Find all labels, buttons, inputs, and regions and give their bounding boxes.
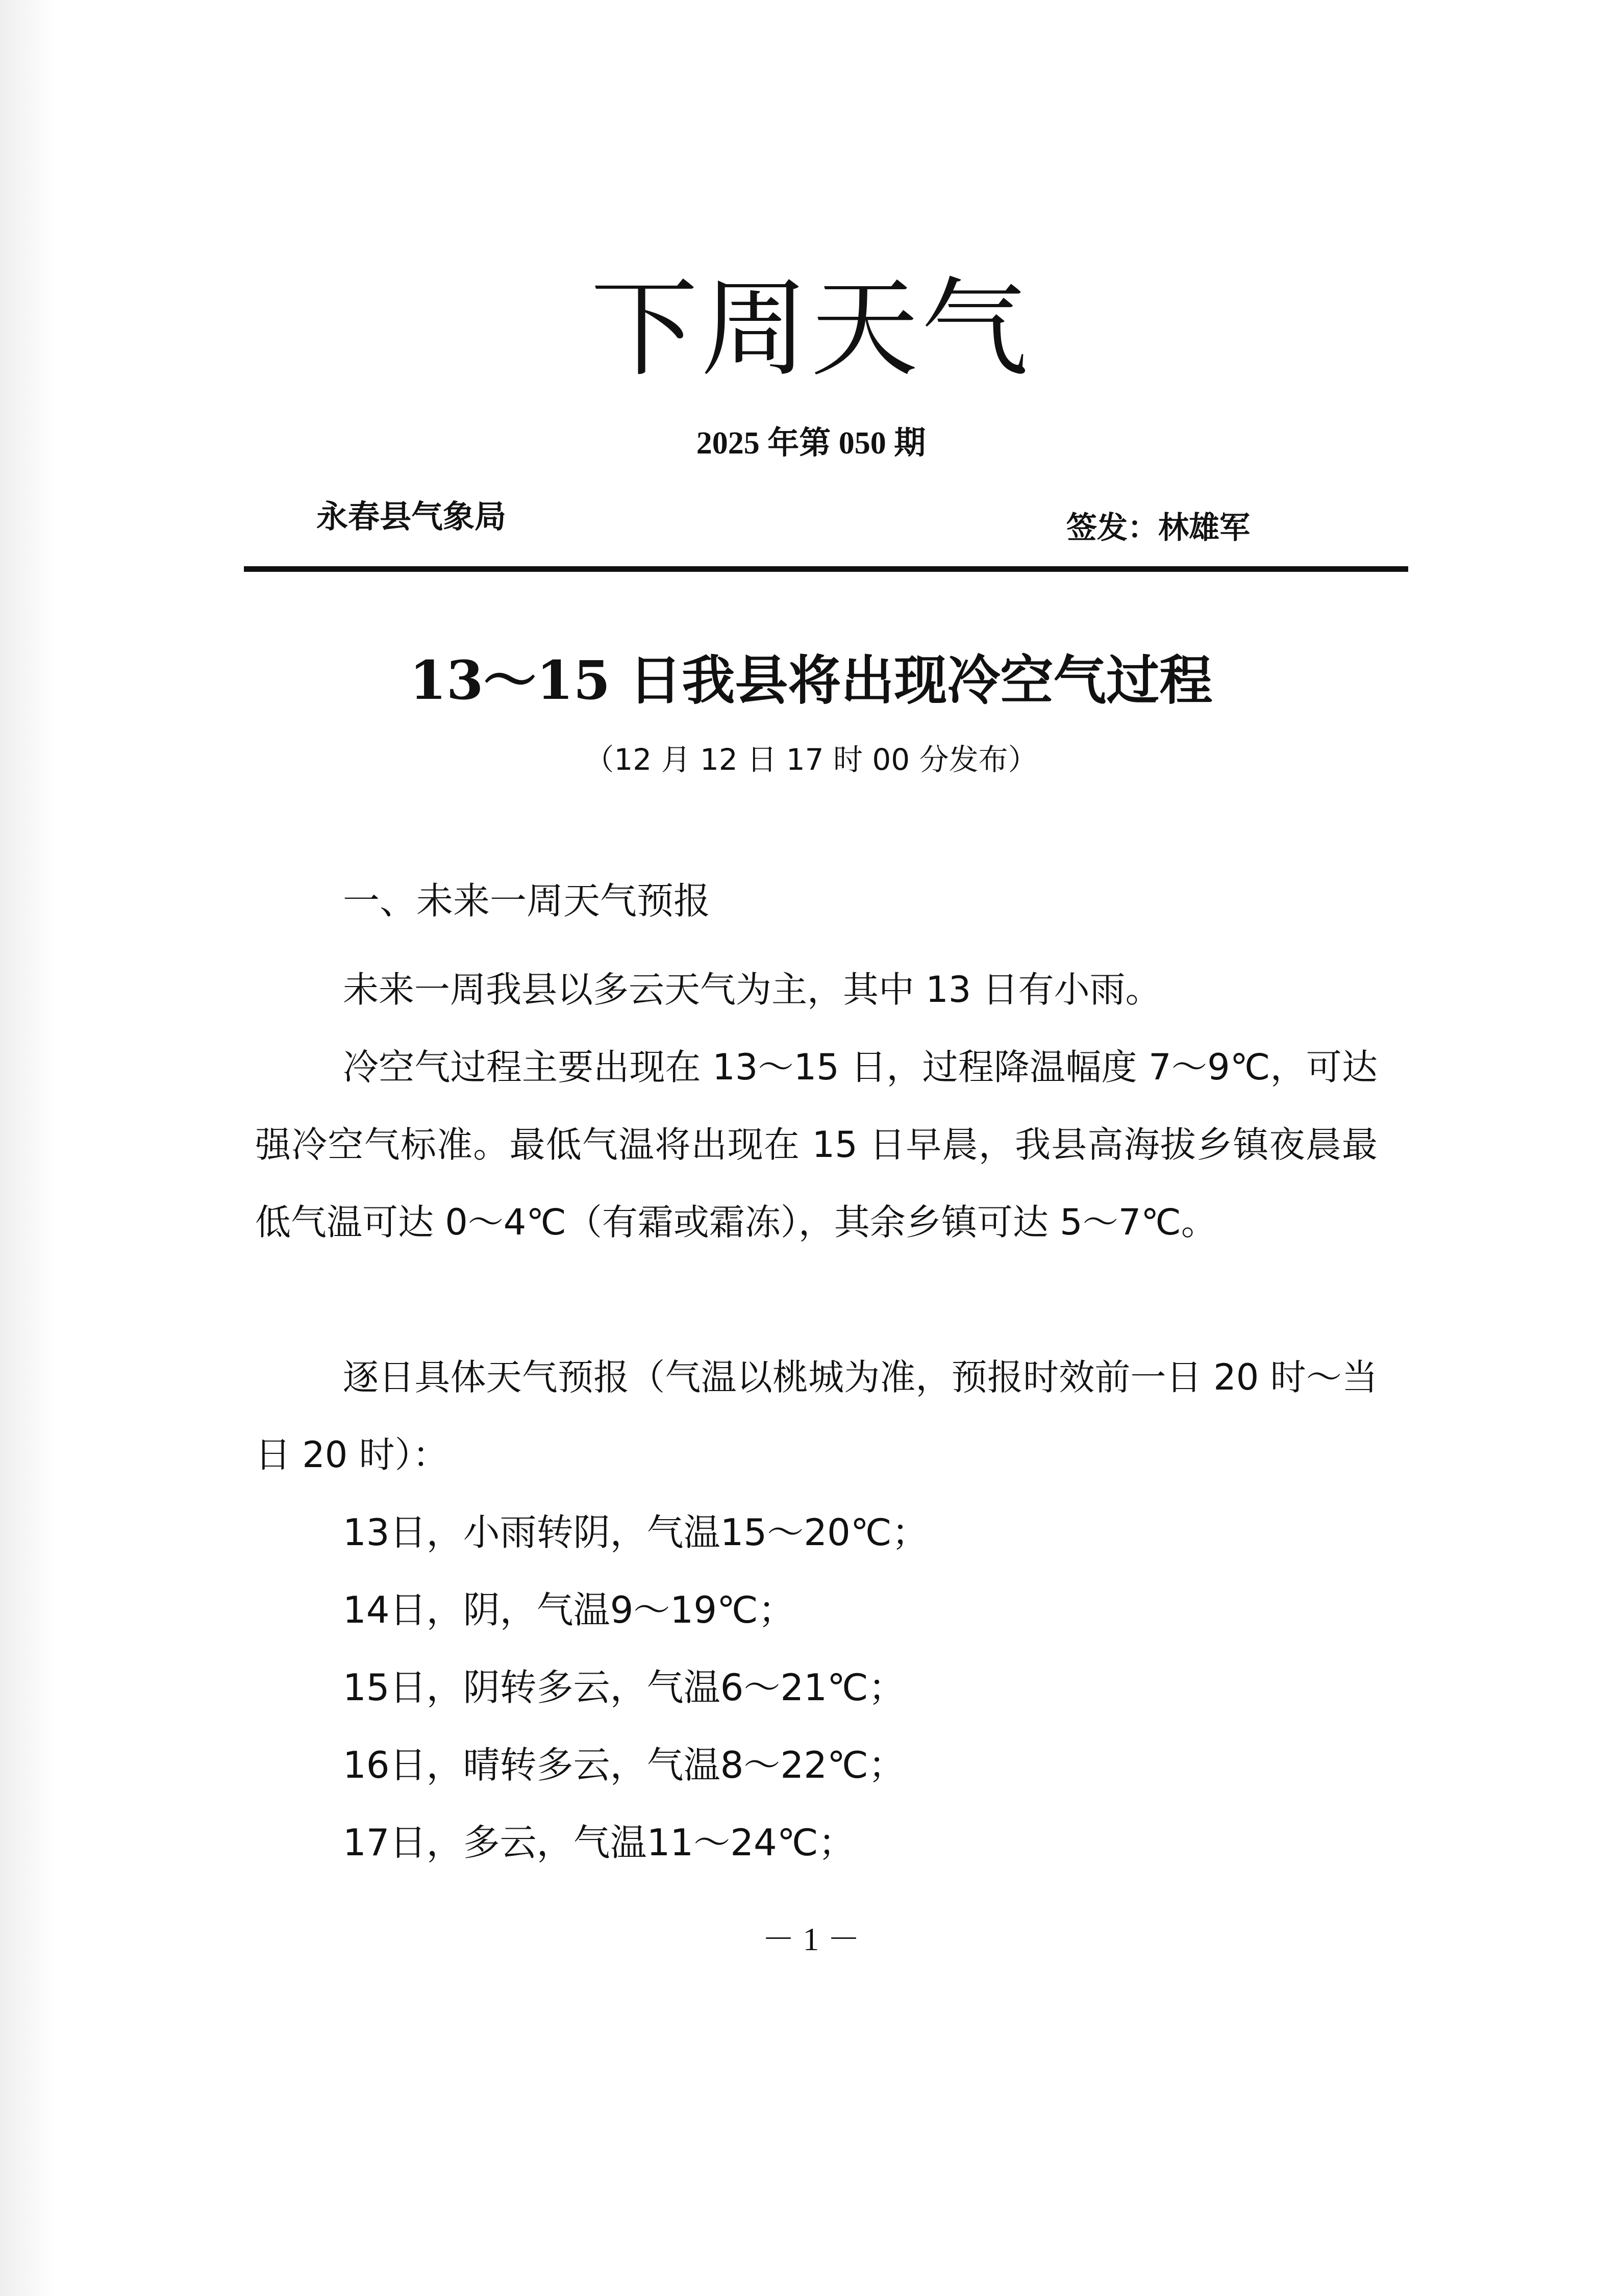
section-heading: 一、未来一周天气预报 [343,879,711,922]
issue-number: 2025 年第 050 期 [696,426,926,461]
summary-paragraph: 未来一周我县以多云天气为主，其中 13 日有小雨。 [343,969,1161,1011]
forecast-item: 17日，多云，气温11～24℃； [343,1821,855,1864]
forecast-item: 13日，小雨转阴，气温15～20℃； [343,1511,929,1554]
signer: 签发：林雄军 [1066,510,1250,546]
daily-forecast-intro: 逐日具体天气预报（气温以桃城为准，预报时效前一日 20 时～当日 20 时）： [255,1356,1378,1476]
issuing-organization: 永春县气象局 [316,498,507,535]
page-number: － 1 － [762,1921,860,1957]
forecast-item: 16日，晴转多云，气温8～22℃； [343,1744,905,1786]
daily-forecast-list [343,1494,929,1881]
forecast-item: 14日，阴，气温9～19℃； [343,1588,795,1631]
article-headline: 13～15 日我县将出现冷空气过程 [409,649,1213,712]
masthead-title: 下周天气 [590,266,1032,391]
cold-air-paragraph: 冷空气过程主要出现在 13～15 日，过程降温幅度 7～9℃，可达强冷空气标准。最低气温将出现在 15 日早晨，我县高海拔乡镇夜晨最低气温可达 0～4℃（有霜或霜冻），其余乡镇可达 5～7℃。 [255,1046,1378,1243]
header-divider [244,566,1408,572]
release-time: （12 月 12 日 17 时 00 分发布） [584,742,1038,777]
forecast-item: 15日，阴转多云，气温6～21℃； [343,1666,905,1709]
